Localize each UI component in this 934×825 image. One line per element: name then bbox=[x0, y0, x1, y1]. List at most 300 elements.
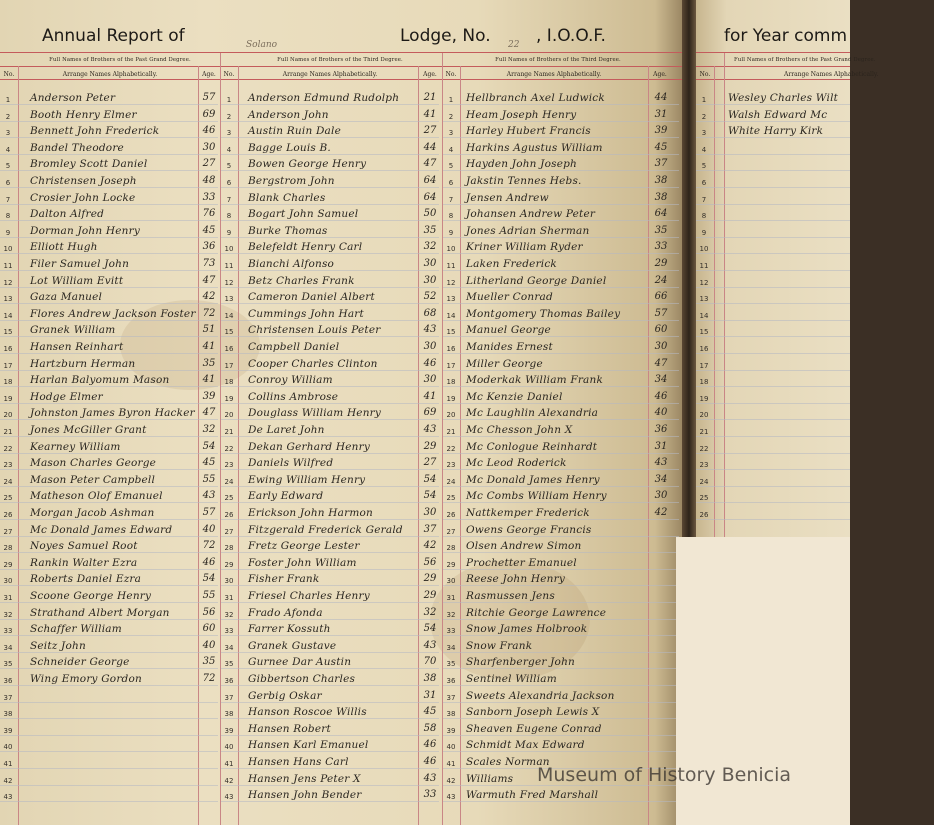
row-number: 42 bbox=[446, 776, 456, 785]
ruled-line bbox=[696, 403, 850, 404]
ruled-line bbox=[0, 668, 218, 669]
ruled-line bbox=[443, 270, 679, 271]
member-age: 72 bbox=[202, 540, 216, 552]
member-name: Anderson Edmund Rudolph bbox=[248, 92, 400, 104]
ruled-line bbox=[221, 502, 439, 503]
member-age: 30 bbox=[423, 507, 437, 518]
member-name: Bromley Scott Daniel bbox=[30, 158, 148, 171]
member-name: Booth Henry Elmer bbox=[30, 108, 137, 121]
ruled-line bbox=[443, 635, 679, 636]
ruled-line bbox=[696, 253, 850, 254]
member-age: 76 bbox=[202, 208, 216, 220]
member-age: 35 bbox=[654, 224, 668, 236]
member-age: 54 bbox=[423, 623, 437, 635]
ruled-line bbox=[0, 303, 218, 304]
row-number: 15 bbox=[224, 328, 234, 337]
row-number: 12 bbox=[446, 278, 456, 287]
row-number: 11 bbox=[699, 262, 709, 270]
row-number: 12 bbox=[699, 278, 709, 287]
member-age: 56 bbox=[202, 606, 216, 618]
member-name: Austin Ruin Dale bbox=[248, 125, 341, 138]
member-age: 34 bbox=[654, 374, 668, 386]
row-number: 5 bbox=[226, 162, 232, 171]
member-name: Gibbertson Charles bbox=[248, 673, 356, 685]
row-number: 11 bbox=[224, 262, 234, 270]
row-number: 22 bbox=[446, 444, 456, 453]
row-number: 22 bbox=[3, 444, 13, 453]
member-name: Miller George bbox=[466, 357, 543, 370]
member-name: Hayden John Joseph bbox=[466, 158, 577, 171]
ruled-line bbox=[443, 137, 679, 138]
ruled-line bbox=[0, 137, 218, 138]
top-rule bbox=[0, 52, 682, 53]
row-number: 30 bbox=[224, 577, 234, 586]
ruled-line bbox=[443, 536, 679, 537]
row-number: 6 bbox=[5, 179, 11, 187]
ruled-line bbox=[696, 121, 850, 122]
ruled-line bbox=[221, 585, 439, 586]
ruled-line bbox=[221, 237, 439, 238]
ruled-line bbox=[0, 602, 218, 603]
ruled-line bbox=[221, 403, 439, 404]
member-name: Belefeldt Henry Carl bbox=[248, 241, 363, 254]
row-number: 24 bbox=[699, 477, 709, 486]
row-number: 25 bbox=[446, 494, 456, 503]
member-age: 29 bbox=[423, 440, 437, 452]
row-number: 39 bbox=[3, 726, 13, 735]
row-number: 28 bbox=[446, 544, 456, 553]
ruled-line bbox=[696, 370, 850, 371]
row-number: 4 bbox=[701, 145, 707, 154]
member-name: Cooper Charles Clinton bbox=[248, 357, 378, 370]
member-name: White Harry Kirk bbox=[728, 125, 824, 138]
ruled-line bbox=[443, 585, 679, 586]
row-number: 26 bbox=[3, 511, 13, 519]
member-age: 47 bbox=[654, 357, 668, 369]
member-name: Williams bbox=[466, 772, 514, 785]
member-age: 33 bbox=[654, 241, 668, 253]
arrange-header: Arrange Names Alphabetically. bbox=[506, 71, 602, 78]
member-name: Fitzgerald Frederick Gerald bbox=[248, 523, 403, 536]
member-name: Hansen Jens Peter X bbox=[248, 772, 361, 785]
row-number: 5 bbox=[448, 162, 454, 171]
order-suffix: , I.O.O.F. bbox=[536, 26, 606, 46]
member-name: Noyes Samuel Root bbox=[30, 540, 138, 553]
member-name: Christensen Louis Peter bbox=[248, 324, 381, 337]
row-number: 1 bbox=[701, 96, 707, 104]
ruled-line bbox=[221, 137, 439, 138]
member-name: Mc Donald James Edward bbox=[30, 523, 173, 536]
member-name: Friesel Charles Henry bbox=[248, 590, 370, 602]
member-age: 30 bbox=[423, 258, 437, 269]
member-name: Filer Samuel John bbox=[30, 258, 130, 270]
no-header: No. bbox=[3, 71, 15, 78]
member-age: 45 bbox=[423, 706, 437, 718]
row-number: 34 bbox=[446, 643, 456, 652]
row-number: 26 bbox=[224, 511, 234, 519]
ruled-line bbox=[443, 668, 679, 669]
member-name: Cameron Daniel Albert bbox=[248, 291, 375, 304]
member-age: 72 bbox=[202, 673, 216, 684]
member-age: 64 bbox=[654, 208, 668, 220]
row-number: 25 bbox=[3, 494, 13, 503]
ruled-line bbox=[221, 569, 439, 570]
row-number: 21 bbox=[699, 428, 709, 436]
lodge-number: 22 bbox=[508, 40, 520, 50]
ruled-line bbox=[696, 104, 850, 105]
row-number: 25 bbox=[699, 494, 709, 503]
row-number: 32 bbox=[3, 610, 13, 619]
ruled-line bbox=[221, 204, 439, 205]
member-age: 66 bbox=[654, 291, 668, 303]
row-number: 9 bbox=[701, 228, 707, 237]
ruled-line bbox=[443, 220, 679, 221]
member-age: 31 bbox=[654, 440, 668, 452]
member-age: 27 bbox=[423, 457, 437, 469]
ruled-line bbox=[443, 154, 679, 155]
member-name: Bowen George Henry bbox=[248, 158, 367, 171]
row-number: 38 bbox=[446, 710, 456, 719]
member-name: Manides Ernest bbox=[466, 341, 553, 353]
ruled-line bbox=[0, 353, 218, 354]
ruled-line bbox=[696, 436, 850, 437]
row-number: 33 bbox=[446, 627, 456, 636]
member-name: Frado Afonda bbox=[248, 606, 323, 619]
row-number: 14 bbox=[3, 311, 13, 320]
row-number: 7 bbox=[226, 195, 232, 204]
member-name: Sentinel William bbox=[466, 673, 557, 685]
row-number: 13 bbox=[224, 295, 234, 304]
row-number: 32 bbox=[446, 610, 456, 619]
ruled-line bbox=[0, 536, 218, 537]
row-number: 14 bbox=[224, 311, 234, 320]
member-age: 34 bbox=[654, 473, 668, 485]
ruled-line bbox=[0, 287, 218, 288]
ruled-line bbox=[0, 453, 218, 454]
ruled-line bbox=[221, 619, 439, 620]
lodge-name: Solano bbox=[246, 40, 278, 50]
row-number: 42 bbox=[224, 776, 234, 785]
ruled-line bbox=[0, 735, 218, 736]
member-name: Campbell Daniel bbox=[248, 341, 340, 353]
ruled-line bbox=[696, 336, 850, 337]
row-number: 27 bbox=[3, 527, 13, 536]
member-name: Ewing William Henry bbox=[248, 473, 366, 486]
member-name: Elliott Hugh bbox=[30, 241, 98, 254]
member-age: 47 bbox=[202, 407, 216, 419]
ruled-line bbox=[221, 220, 439, 221]
member-name: Manuel George bbox=[466, 324, 551, 337]
ruled-line bbox=[0, 253, 218, 254]
member-name: Hansen Robert bbox=[248, 722, 331, 735]
ruled-line bbox=[0, 785, 218, 786]
row-number: 9 bbox=[226, 228, 232, 237]
ruled-line bbox=[443, 386, 679, 387]
ruled-line bbox=[696, 154, 850, 155]
member-age: 38 bbox=[654, 175, 668, 186]
row-number: 24 bbox=[224, 477, 234, 486]
member-name: Erickson John Harmon bbox=[248, 507, 373, 519]
ruled-line bbox=[696, 386, 850, 387]
ruled-line bbox=[221, 170, 439, 171]
row-number: 16 bbox=[3, 345, 13, 353]
age-header: Age. bbox=[202, 71, 216, 78]
member-name: Hansen Hans Carl bbox=[248, 756, 349, 768]
ruled-line bbox=[443, 287, 679, 288]
member-name: Fretz George Lester bbox=[248, 540, 360, 553]
ruled-line bbox=[221, 253, 439, 254]
ruled-line bbox=[221, 785, 439, 786]
row-number: 40 bbox=[3, 743, 13, 752]
member-age: 50 bbox=[423, 208, 437, 220]
member-name: Jensen Andrew bbox=[466, 191, 549, 204]
ruled-line bbox=[443, 370, 679, 371]
row-number: 13 bbox=[699, 295, 709, 304]
row-number: 19 bbox=[699, 394, 709, 403]
member-name: Harley Hubert Francis bbox=[466, 125, 591, 138]
member-name: Scales Norman bbox=[466, 756, 550, 768]
ruled-line bbox=[696, 287, 850, 288]
member-age: 58 bbox=[423, 722, 437, 734]
row-number: 42 bbox=[3, 776, 13, 785]
member-name: Nattkemper Frederick bbox=[466, 507, 590, 519]
row-number: 37 bbox=[446, 693, 456, 702]
member-age: 69 bbox=[202, 108, 216, 120]
member-age: 55 bbox=[202, 590, 216, 601]
member-age: 37 bbox=[423, 523, 437, 535]
member-name: Bogart John Samuel bbox=[248, 208, 359, 221]
row-number: 11 bbox=[446, 262, 456, 270]
member-name: Bennett John Frederick bbox=[30, 125, 160, 138]
member-name: Betz Charles Frank bbox=[248, 274, 355, 287]
row-number: 10 bbox=[224, 245, 234, 254]
ruled-line bbox=[696, 137, 850, 138]
row-number: 10 bbox=[3, 245, 13, 254]
member-age: 30 bbox=[202, 141, 216, 153]
member-name: Harkins Agustus William bbox=[466, 141, 603, 154]
ruled-line bbox=[0, 170, 218, 171]
ruled-line bbox=[443, 718, 679, 719]
row-number: 15 bbox=[699, 328, 709, 337]
ruled-line bbox=[0, 270, 218, 271]
row-number: 41 bbox=[224, 760, 234, 768]
member-age: 41 bbox=[423, 390, 437, 402]
row-number: 2 bbox=[701, 112, 707, 121]
member-age: 38 bbox=[654, 191, 668, 203]
ruled-line bbox=[0, 702, 218, 703]
member-name: Hellbranch Axel Ludwick bbox=[466, 92, 605, 104]
member-age: 35 bbox=[202, 656, 216, 668]
row-number: 34 bbox=[3, 643, 13, 652]
member-name: Mc Leod Roderick bbox=[466, 457, 567, 470]
ruled-line bbox=[443, 453, 679, 454]
member-age: 47 bbox=[202, 274, 216, 286]
member-name: Morgan Jacob Ashman bbox=[30, 507, 155, 519]
third-degree-header: Full Names of Brothers of the Third Degree. bbox=[495, 57, 621, 63]
member-name: Wesley Charles Wilt bbox=[728, 92, 839, 104]
member-name: Foster John William bbox=[248, 556, 357, 569]
ruled-line bbox=[221, 469, 439, 470]
row-number: 23 bbox=[446, 461, 456, 470]
member-age: 32 bbox=[202, 424, 216, 435]
member-age: 60 bbox=[654, 324, 668, 336]
member-name: De Laret John bbox=[248, 424, 325, 436]
ruled-line bbox=[0, 154, 218, 155]
member-name: Conroy William bbox=[248, 374, 333, 387]
member-name: Snow James Holbrook bbox=[466, 623, 588, 636]
ruled-line bbox=[696, 453, 850, 454]
row-number: 17 bbox=[224, 361, 234, 370]
row-number: 36 bbox=[446, 677, 456, 685]
member-age: 48 bbox=[202, 175, 216, 186]
member-name: Hartzburn Herman bbox=[30, 357, 136, 370]
ruled-line bbox=[221, 652, 439, 653]
row-number: 36 bbox=[3, 677, 13, 685]
member-age: 41 bbox=[202, 374, 216, 386]
member-name: Laken Frederick bbox=[466, 258, 557, 270]
member-age: 30 bbox=[423, 341, 437, 352]
member-age: 24 bbox=[654, 274, 668, 286]
row-number: 22 bbox=[224, 444, 234, 453]
member-name: Prochetter Emanuel bbox=[466, 556, 577, 569]
member-age: 46 bbox=[423, 357, 437, 369]
row-number: 18 bbox=[446, 378, 456, 387]
member-age: 37 bbox=[654, 158, 668, 170]
row-number: 29 bbox=[224, 560, 234, 569]
member-name: Roberts Daniel Ezra bbox=[30, 573, 142, 586]
member-age: 44 bbox=[423, 141, 437, 153]
ruled-line bbox=[443, 121, 679, 122]
member-age: 36 bbox=[202, 241, 216, 253]
member-age: 70 bbox=[423, 656, 437, 668]
member-name: Rasmussen Jens bbox=[466, 590, 555, 602]
row-number: 31 bbox=[224, 594, 234, 602]
row-number: 23 bbox=[3, 461, 13, 470]
member-name: Cummings John Hart bbox=[248, 307, 364, 320]
ruled-line bbox=[443, 320, 679, 321]
member-name: Reese John Henry bbox=[466, 573, 565, 586]
member-age: 33 bbox=[423, 789, 437, 801]
member-age: 33 bbox=[202, 191, 216, 203]
ruled-line bbox=[221, 486, 439, 487]
row-number: 18 bbox=[699, 378, 709, 387]
ruled-line bbox=[0, 552, 218, 553]
row-number: 32 bbox=[224, 610, 234, 619]
row-number: 13 bbox=[3, 295, 13, 304]
member-name: Strathand Albert Morgan bbox=[30, 606, 170, 619]
row-number: 14 bbox=[699, 311, 709, 320]
report-title-prefix: Annual Report of bbox=[42, 26, 185, 46]
row-number: 23 bbox=[224, 461, 234, 470]
row-number: 39 bbox=[224, 726, 234, 735]
member-age: 41 bbox=[202, 341, 216, 352]
member-name: Mason Charles George bbox=[30, 457, 157, 470]
ruled-line bbox=[696, 519, 850, 520]
member-name: Owens George Francis bbox=[466, 523, 592, 536]
row-number: 43 bbox=[3, 793, 13, 802]
row-number: 14 bbox=[446, 311, 456, 320]
row-number: 37 bbox=[224, 693, 234, 702]
member-age: 32 bbox=[423, 241, 437, 253]
member-age: 47 bbox=[423, 158, 437, 170]
ruled-line bbox=[696, 320, 850, 321]
row-number: 20 bbox=[3, 411, 13, 420]
row-number: 40 bbox=[446, 743, 456, 752]
member-age: 44 bbox=[654, 92, 668, 103]
member-name: Bianchi Alfonso bbox=[248, 258, 335, 270]
ruled-line bbox=[0, 519, 218, 520]
member-age: 64 bbox=[423, 191, 437, 203]
row-number: 21 bbox=[3, 428, 13, 436]
no-header: No. bbox=[223, 71, 235, 78]
member-name: Dekan Gerhard Henry bbox=[248, 440, 370, 453]
ruled-line bbox=[696, 469, 850, 470]
member-name: Moderkak William Frank bbox=[466, 374, 604, 387]
row-number: 41 bbox=[3, 760, 13, 768]
member-age: 43 bbox=[423, 772, 437, 784]
ruled-line bbox=[443, 502, 679, 503]
past-grand-header: Full Names of Brothers of the Past Grand Degree. bbox=[49, 57, 191, 63]
museum-watermark: Museum of History Benicia bbox=[537, 764, 792, 786]
row-number: 19 bbox=[3, 394, 13, 403]
ruled-line bbox=[221, 685, 439, 686]
row-number: 6 bbox=[448, 179, 454, 187]
row-number: 10 bbox=[699, 245, 709, 254]
ruled-line bbox=[0, 768, 218, 769]
member-age: 69 bbox=[423, 407, 437, 419]
row-number: 18 bbox=[224, 378, 234, 387]
ruled-line bbox=[0, 336, 218, 337]
member-name: Mc Chesson John X bbox=[466, 424, 573, 436]
member-age: 42 bbox=[423, 540, 437, 552]
ruled-line bbox=[0, 104, 218, 105]
ruled-line bbox=[221, 386, 439, 387]
ruled-line bbox=[443, 735, 679, 736]
member-name: Blank Charles bbox=[248, 191, 326, 204]
member-age: 54 bbox=[423, 490, 437, 502]
ruled-line bbox=[443, 469, 679, 470]
ruled-line bbox=[443, 336, 679, 337]
ruled-line bbox=[221, 287, 439, 288]
row-number: 2 bbox=[226, 112, 232, 121]
ruled-line bbox=[443, 253, 679, 254]
ruled-line bbox=[221, 735, 439, 736]
member-age: 38 bbox=[423, 673, 437, 684]
member-name: Gerbig Oskar bbox=[248, 689, 322, 702]
member-age: 57 bbox=[654, 307, 668, 319]
member-name: Litherland George Daniel bbox=[466, 274, 607, 287]
report-title-right: for Year comm bbox=[724, 26, 848, 46]
row-number: 21 bbox=[446, 428, 456, 436]
ruled-line bbox=[443, 801, 679, 802]
age-header: Age. bbox=[423, 71, 437, 78]
row-number: 35 bbox=[446, 660, 456, 669]
row-number: 3 bbox=[448, 129, 454, 138]
ruled-line bbox=[0, 619, 218, 620]
ruled-line bbox=[0, 320, 218, 321]
member-name: Jones McGiller Grant bbox=[30, 424, 147, 436]
member-name: Johnston James Byron Hacker bbox=[30, 407, 195, 420]
member-age: 64 bbox=[423, 175, 437, 186]
age-header: Age. bbox=[653, 71, 667, 78]
member-age: 43 bbox=[423, 324, 437, 336]
ruled-line bbox=[221, 121, 439, 122]
member-age: 52 bbox=[423, 291, 437, 303]
member-age: 31 bbox=[654, 108, 668, 120]
member-name: Dalton Alfred bbox=[30, 208, 105, 221]
member-name: Harlan Balyomum Mason bbox=[30, 374, 170, 387]
ruled-line bbox=[443, 602, 679, 603]
